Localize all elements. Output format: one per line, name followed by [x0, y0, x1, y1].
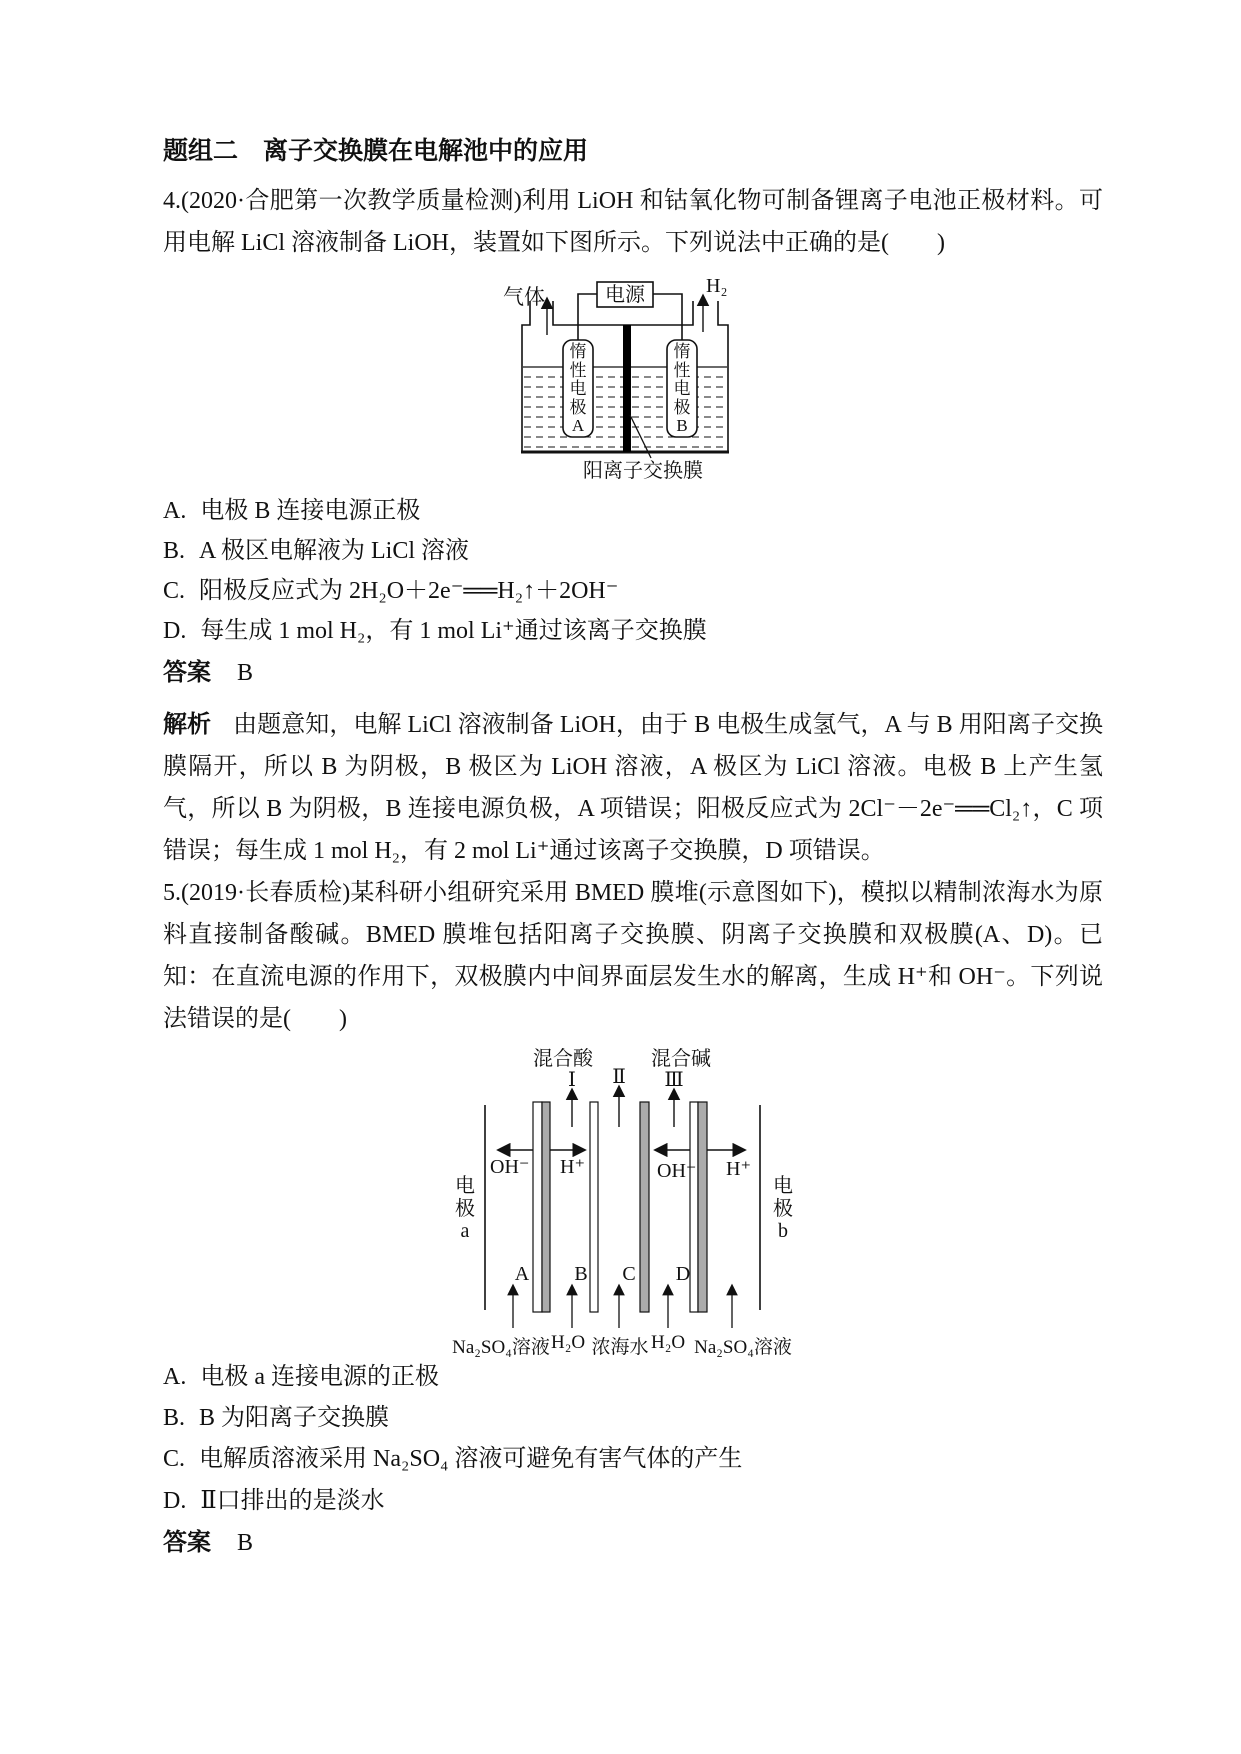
mixed-acid-label: 混合酸: [533, 1048, 593, 1070]
q4-analysis: [163, 704, 1103, 872]
membrane-a-gray-bar: [542, 1102, 550, 1312]
option-label: D.: [163, 1488, 187, 1514]
h2-label: H₂: [706, 275, 728, 297]
membrane-a-letter: A: [514, 1263, 530, 1285]
q5-stem: 5.(2019·长春质检)某科研小组研究采用 BMED 膜堆(示意图如下)，模拟以精制浓海水为原料直接制备酸碱。BMED 膜堆包括阳离子交换膜、阴离子交换膜和双极膜(A、D)。已知：在直流电源的作用下，双极膜内中间界面层发生水的解离，生成 H⁺和 OH⁻。下列说法错误的是( ): [163, 880, 1103, 1032]
membrane-b-letter: B: [574, 1263, 588, 1285]
option-text: 每生成 1 mol H₂，有 1 mol Li⁺通过该离子交换膜: [200, 618, 707, 644]
h-right-label-a: H⁺: [560, 1156, 585, 1178]
option-label: C.: [163, 1446, 186, 1472]
analysis-text: 由题意知，电解 LiCl 溶液制备 LiOH，由于 B 电极生成氢气，A 与 B 用阳离子交换膜隔开，所以 B 为阴极，B 极区为 LiOH 溶液，A 极区为 LiCl 溶液。电极 B 上产生氢气，所以 B 为阴极，B 连接电源负极，A 项错误；阳极反应式为 2Cl⁻－2e⁻══Cl₂↑，C 项错误；每生成 1 mol H₂，有 2 mol Li⁺通过该离子交换膜，D 项错误。: [163, 712, 1103, 864]
q4-option-d: [163, 616, 707, 646]
option-label: A.: [163, 1364, 187, 1390]
analysis-label: 解析: [163, 711, 212, 738]
cation-membrane: [623, 325, 631, 452]
membrane-c-letter: C: [622, 1263, 636, 1285]
h-right-label-d: H⁺: [726, 1158, 751, 1180]
answer-label: 答案: [163, 1529, 211, 1556]
oh-left-label-a: OH⁻: [490, 1156, 530, 1178]
q4-stem: 4.(2020·合肥第一次教学质量检测)利用 LiOH 和钴氧化物可制备锂离子电池正极材料。可用电解 LiCl 溶液制备 LiOH，装置如下图所示。下列说法中正确的是( ): [163, 188, 1103, 256]
q5-answer-row: [163, 1528, 253, 1558]
electrode-b-label: 惰性电极B: [673, 342, 691, 436]
port-2-label: Ⅱ: [612, 1066, 626, 1088]
membrane-b-bar: [590, 1102, 598, 1312]
mixed-base-label: 混合碱: [651, 1048, 711, 1070]
q5-option-a: [163, 1362, 439, 1392]
electrode-a-label: 惰性电极A: [569, 342, 587, 436]
feed-label-seawater: 浓海水: [591, 1337, 649, 1358]
bmed-stack-diagram: [400, 1042, 820, 1357]
cation-membrane-label: 阳离子交换膜: [583, 460, 703, 482]
membrane-c-bar: [640, 1102, 649, 1312]
option-label: B.: [163, 538, 186, 564]
feed-label-h2o-left: H₂O: [551, 1332, 586, 1353]
wire-right: [653, 294, 682, 340]
q5-option-c: [163, 1444, 742, 1474]
answer-value: B: [237, 1530, 254, 1556]
option-text: A 极区电解液为 LiCl 溶液: [199, 538, 470, 564]
power-supply-label: 电源: [605, 284, 645, 306]
electrode-b-label: 电极b: [773, 1175, 793, 1242]
section-title: 题组二 离子交换膜在电解池中的应用: [163, 137, 589, 165]
oh-left-label-d: OH⁻: [657, 1160, 697, 1182]
option-text: Ⅱ口排出的是淡水: [200, 1488, 385, 1514]
q5-option-b: [163, 1403, 389, 1433]
q4-option-a: [163, 496, 420, 526]
option-text: 电解质溶液采用 Na₂SO₄ 溶液可避免有害气体的产生: [199, 1446, 743, 1472]
port-3-label: Ⅲ: [664, 1069, 684, 1091]
wire-left: [578, 294, 597, 340]
port-1-label: Ⅰ: [568, 1069, 576, 1091]
q5-option-d: [163, 1486, 385, 1516]
feed-label-na2so4-right: Na₂SO₄溶液: [694, 1337, 792, 1358]
q4-option-c: [163, 576, 618, 606]
option-label: B.: [163, 1405, 186, 1431]
gas-label: 气体: [503, 285, 545, 309]
feed-label-na2so4-left: Na₂SO₄溶液: [452, 1337, 550, 1358]
outlet-arrows: [572, 1087, 674, 1127]
membrane-a-white-bar: [533, 1102, 542, 1312]
option-label: A.: [163, 498, 187, 524]
electrode-a-label: 电极a: [455, 1175, 475, 1242]
option-label: C.: [163, 578, 186, 604]
membrane-d-letter: D: [675, 1263, 691, 1285]
q4-answer-row: [163, 658, 253, 688]
answer-label: 答案: [163, 659, 211, 686]
electrolysis-cell-diagram: [440, 265, 750, 500]
option-text: 电极 a 连接电源的正极: [200, 1364, 439, 1390]
q4-option-b: [163, 536, 469, 566]
option-text: B 为阳离子交换膜: [199, 1405, 390, 1431]
option-label: D.: [163, 618, 187, 644]
feed-label-h2o-right: H₂O: [651, 1332, 686, 1353]
option-text: 阳极反应式为 2H₂O＋2e⁻══H₂↑＋2OH⁻: [199, 578, 619, 604]
membrane-d-gray-bar: [698, 1102, 707, 1312]
answer-value: B: [237, 660, 254, 686]
option-text: 电极 B 连接电源正极: [200, 498, 421, 524]
